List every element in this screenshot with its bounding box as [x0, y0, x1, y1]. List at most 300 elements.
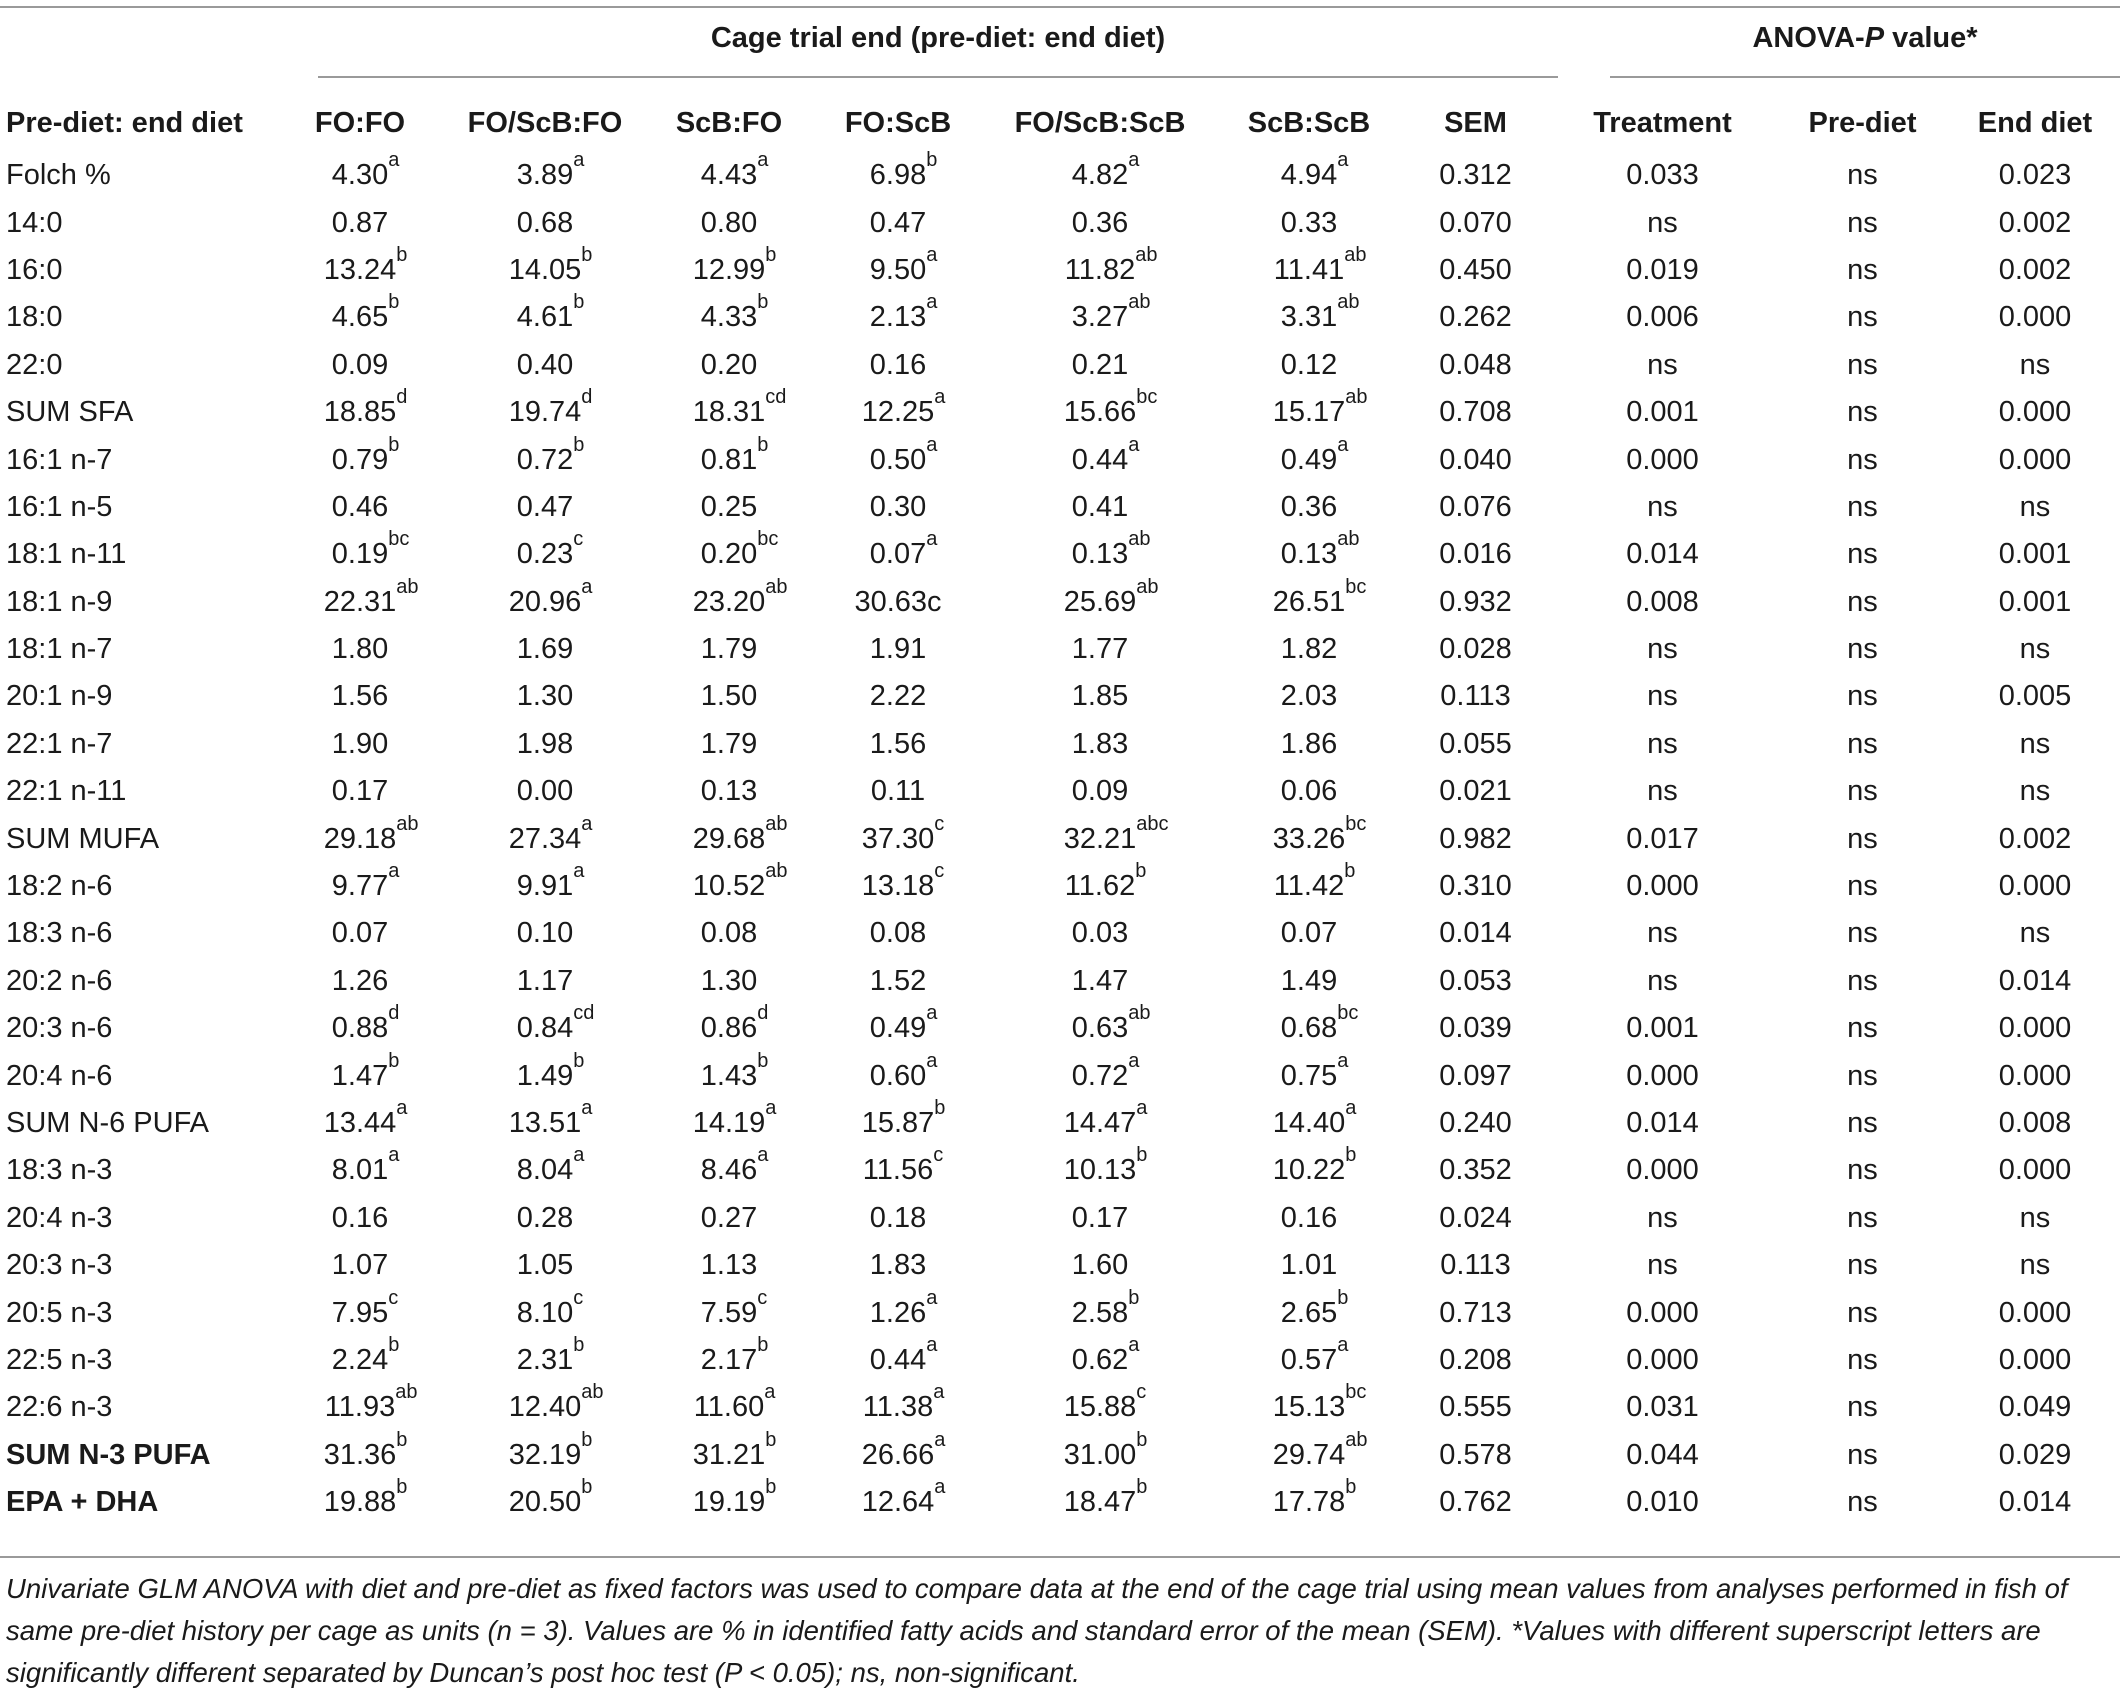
row-label: 16:1 n-7	[6, 443, 113, 476]
cell-value: 2.65	[1280, 1296, 1338, 1329]
cell-value: 2.17	[700, 1343, 758, 1376]
table-cell	[1217, 626, 1401, 673]
row-label: 22:1 n-11	[6, 775, 127, 808]
cell-value: 26.51	[1272, 585, 1346, 618]
significance-superscript: ab	[396, 812, 419, 835]
table-cell	[813, 1002, 983, 1052]
cell-value: 11.41	[1273, 253, 1345, 286]
table-cell	[1950, 1147, 2120, 1194]
significance-superscript: ab	[1345, 1428, 1368, 1451]
table-cell	[1550, 1147, 1775, 1194]
significance-superscript: ab	[765, 860, 788, 883]
cell-value: 0.010	[1626, 1486, 1699, 1519]
table-cell	[1950, 294, 2120, 341]
significance-superscript: b	[573, 1333, 585, 1356]
row-label: 18:0	[6, 301, 63, 334]
cell-value: 11.82	[1064, 253, 1136, 286]
table-cell	[645, 1144, 813, 1194]
significance-superscript: bc	[1345, 575, 1367, 598]
cell-value: 1.77	[1071, 633, 1129, 666]
table-cell	[1950, 247, 2120, 294]
cell-value: 0.208	[1439, 1343, 1512, 1376]
table-cell	[983, 199, 1217, 246]
table-cell	[645, 291, 813, 341]
row-label: 18:3 n-6	[6, 917, 113, 950]
significance-superscript: a	[926, 1333, 938, 1356]
table-row	[0, 436, 2120, 483]
table-cell	[445, 768, 645, 815]
significance-superscript: b	[1344, 860, 1356, 883]
table-cell	[1950, 1289, 2120, 1336]
cell-value: 29.18	[323, 822, 397, 855]
cell-value: 0.982	[1439, 822, 1512, 855]
cell-value: 2.58	[1071, 1296, 1129, 1329]
table-cell	[445, 433, 645, 483]
cell-value: 0.07	[331, 917, 389, 950]
table-cell	[1401, 152, 1550, 199]
table-cell	[1401, 863, 1550, 910]
table-cell	[1775, 389, 1950, 436]
cell-value: ns	[1847, 1107, 1878, 1139]
table-cell	[445, 812, 645, 862]
cell-value: 14.05	[508, 253, 582, 286]
cell-value: 0.08	[869, 917, 927, 950]
cell-value: 11.93	[324, 1391, 396, 1424]
cell-value: 1.56	[869, 727, 927, 760]
cell-value: 0.09	[1071, 775, 1129, 808]
table-cell	[1775, 1052, 1950, 1099]
column-header: FO/ScB:ScB	[1014, 106, 1186, 139]
significance-superscript: ab	[395, 1381, 418, 1404]
cell-value: ns	[1847, 396, 1878, 429]
table-cell	[1550, 1337, 1775, 1384]
table-cell	[275, 1195, 445, 1242]
table-row	[0, 768, 2120, 815]
row-label: EPA + DHA	[6, 1486, 159, 1519]
significance-superscript: b	[1337, 1286, 1349, 1309]
cell-value: 0.312	[1439, 159, 1512, 192]
column-header: End diet	[1977, 106, 2093, 139]
significance-superscript: d	[581, 386, 593, 409]
cell-value: 11.62	[1064, 870, 1136, 903]
table-cell	[813, 812, 983, 862]
significance-superscript: a	[388, 860, 400, 883]
cell-value: ns	[1647, 917, 1678, 950]
cell-value: 1.17	[516, 964, 574, 997]
cell-value: 1.52	[869, 964, 927, 997]
table-cell	[813, 1242, 983, 1289]
table-cell	[645, 433, 813, 483]
significance-superscript: b	[926, 149, 938, 172]
cell-value: 11.42	[1273, 870, 1345, 903]
cell-value: 0.13	[1280, 538, 1338, 571]
table-cell	[645, 199, 813, 246]
table-cell	[445, 528, 645, 578]
table-cell	[1401, 1242, 1550, 1289]
table-cell	[1550, 1052, 1775, 1099]
table-cell	[445, 243, 645, 294]
table-cell	[1217, 199, 1401, 246]
table-cell	[1401, 199, 1550, 246]
table-cell	[1950, 152, 2120, 199]
table-cell	[983, 528, 1217, 578]
table-cell	[813, 910, 983, 957]
cell-value: 0.932	[1439, 585, 1512, 618]
cell-value: 0.44	[869, 1343, 927, 1376]
significance-superscript: ab	[396, 575, 419, 598]
table-cell	[813, 1381, 983, 1431]
cell-value: 25.69	[1063, 585, 1137, 618]
significance-superscript: ab	[1337, 528, 1360, 551]
cell-value: ns	[1847, 253, 1878, 286]
table-cell	[1950, 389, 2120, 436]
cell-value: 0.000	[1998, 1059, 2072, 1092]
significance-superscript: ab	[765, 575, 788, 598]
table-cell	[1775, 1100, 1950, 1147]
table-cell	[1950, 1432, 2120, 1479]
table-cell	[1950, 1195, 2120, 1242]
cell-value: 1.47	[331, 1059, 389, 1092]
cell-value: ns	[1847, 1059, 1878, 1092]
table-cell	[645, 910, 813, 957]
table-row	[0, 294, 2120, 341]
significance-superscript: b	[581, 243, 593, 266]
significance-superscript: a	[1128, 433, 1140, 456]
table-cell	[445, 1049, 645, 1099]
table-cell	[1217, 673, 1401, 720]
significance-superscript: a	[1128, 1049, 1140, 1072]
table-cell	[1950, 1337, 2120, 1384]
table-cell	[275, 626, 445, 673]
table-cell	[1550, 863, 1775, 910]
cell-value: 13.24	[323, 253, 397, 286]
significance-superscript: a	[934, 1476, 946, 1499]
table-cell	[1550, 579, 1775, 626]
significance-superscript: a	[1136, 1097, 1148, 1119]
table-cell	[275, 1333, 445, 1384]
table-cell	[983, 291, 1217, 341]
cell-value: ns	[1847, 1296, 1878, 1329]
cell-value: ns	[1647, 490, 1678, 523]
cell-value: 1.56	[331, 680, 389, 713]
table-cell	[1550, 768, 1775, 815]
table-cell	[1401, 247, 1550, 294]
cell-value: 0.03	[1071, 917, 1129, 950]
table-cell	[1775, 673, 1950, 720]
cell-value: 0.000	[1626, 1059, 1699, 1092]
row-label: 16:1 n-5	[6, 490, 113, 523]
significance-superscript: a	[764, 1381, 776, 1404]
cell-value: ns	[1847, 964, 1878, 997]
cell-value: 1.82	[1280, 633, 1338, 666]
significance-superscript: ab	[1128, 528, 1151, 551]
significance-superscript: b	[1136, 1476, 1148, 1499]
table-cell	[1217, 291, 1401, 341]
cell-value: 0.014	[1439, 917, 1512, 950]
table-cell	[275, 1242, 445, 1289]
significance-superscript: b	[1345, 1144, 1357, 1167]
cell-value: 19.74	[508, 396, 582, 429]
cell-value: 0.000	[1998, 1343, 2072, 1376]
table-cell	[275, 910, 445, 957]
cell-value: 1.85	[1071, 680, 1129, 713]
table-cell	[813, 1049, 983, 1099]
table-cell	[1550, 436, 1775, 483]
cell-value: 12.25	[861, 396, 935, 429]
table-cell	[1950, 1100, 2120, 1147]
significance-superscript: b	[581, 1428, 593, 1451]
table-row	[0, 1005, 2120, 1052]
cell-value: 14.40	[1272, 1107, 1346, 1139]
significance-superscript: bc	[1136, 386, 1158, 409]
cell-value: ns	[2019, 1201, 2051, 1234]
row-label: 20:5 n-3	[6, 1296, 113, 1329]
cell-value: ns	[2019, 727, 2051, 760]
table-cell	[1550, 1005, 1775, 1052]
cell-value: 26.66	[861, 1438, 935, 1471]
significance-superscript: bc	[1345, 812, 1367, 835]
table-cell	[1217, 1144, 1401, 1194]
row-label: 18:3 n-3	[6, 1154, 113, 1187]
significance-superscript: c	[388, 1286, 399, 1309]
significance-superscript: a	[573, 860, 585, 883]
table-cell	[813, 342, 983, 389]
cell-value: 20.96	[508, 585, 582, 618]
top-rule	[0, 6, 2120, 8]
table-cell	[983, 433, 1217, 483]
cell-value: 0.002	[1998, 206, 2072, 239]
cell-value: 3.27	[1071, 301, 1129, 334]
cell-value: 20.50	[508, 1486, 582, 1519]
table-cell	[645, 342, 813, 389]
cell-value: ns	[2019, 1249, 2051, 1282]
table-cell	[445, 1097, 645, 1147]
significance-superscript: ab	[1136, 575, 1159, 598]
group-underline-cage-trial	[318, 76, 1558, 78]
significance-superscript: b	[765, 1476, 777, 1499]
cell-value: 1.50	[700, 680, 758, 713]
cell-value: 0.006	[1626, 301, 1699, 334]
table-cell	[645, 1428, 813, 1479]
cell-value: 0.16	[869, 348, 927, 381]
table-cell	[1950, 768, 2120, 815]
cell-value: 31.21	[692, 1438, 766, 1471]
significance-superscript: a	[934, 1428, 946, 1451]
row-label: 22:0	[6, 348, 63, 381]
table-cell	[1401, 815, 1550, 862]
table-cell	[983, 1381, 1217, 1431]
table-cell	[645, 575, 813, 626]
significance-superscript: ab	[1344, 243, 1367, 266]
cell-value: 0.708	[1439, 396, 1512, 429]
cell-value: 0.00	[516, 775, 574, 808]
cell-value: 0.13	[700, 775, 758, 808]
cell-value: ns	[1847, 206, 1878, 239]
table-cell	[645, 1286, 813, 1336]
cell-value: 0.23	[516, 538, 574, 571]
table-cell	[1217, 812, 1401, 862]
significance-superscript: c	[1136, 1381, 1147, 1404]
cell-value: 0.25	[700, 490, 758, 523]
table-cell	[445, 149, 645, 199]
significance-superscript: ab	[1135, 243, 1158, 266]
significance-superscript: a	[926, 1049, 938, 1072]
cell-value: 7.95	[331, 1296, 389, 1329]
table-cell	[645, 149, 813, 199]
table-cell	[1217, 1476, 1401, 1526]
cell-value: 0.000	[1626, 1296, 1699, 1329]
cell-value: 0.000	[1626, 1154, 1699, 1187]
cell-value: 0.41	[1071, 490, 1129, 523]
significance-superscript: d	[388, 1002, 400, 1025]
cell-value: ns	[1847, 348, 1878, 381]
table-row	[0, 1242, 2120, 1289]
cell-value: 4.82	[1071, 159, 1129, 192]
column-header: Pre-diet	[1808, 106, 1917, 139]
column-header: FO:FO	[314, 106, 406, 139]
table-cell	[1550, 1289, 1775, 1336]
cell-value: 0.16	[1280, 1201, 1338, 1234]
table-cell	[1550, 1195, 1775, 1242]
cell-value: 0.62	[1071, 1343, 1129, 1376]
cell-value: 0.36	[1071, 206, 1129, 239]
table-cell	[1950, 1384, 2120, 1431]
cell-value: 0.46	[331, 490, 389, 523]
table-cell	[1775, 1195, 1950, 1242]
cell-value: 0.024	[1439, 1201, 1512, 1234]
cell-value: 15.66	[1063, 396, 1137, 429]
cell-value: 0.762	[1439, 1486, 1512, 1519]
significance-superscript: a	[1128, 149, 1140, 172]
table-cell	[1775, 152, 1950, 199]
significance-superscript: ab	[1345, 386, 1368, 409]
significance-superscript: a	[581, 575, 593, 598]
cell-value: 0.000	[1998, 870, 2072, 903]
cell-value: 0.87	[331, 206, 389, 239]
cell-value: 32.21	[1063, 822, 1137, 855]
cell-value: 0.001	[1998, 538, 2072, 571]
cell-value: 0.57	[1280, 1343, 1338, 1376]
cell-value: ns	[1647, 1249, 1678, 1282]
table-cell	[1217, 1428, 1401, 1479]
significance-superscript: a	[926, 1286, 938, 1309]
cell-value: 0.014	[1998, 1486, 2072, 1519]
cell-value: 0.555	[1439, 1391, 1512, 1424]
cell-value: 0.000	[1626, 870, 1699, 903]
table-cell	[813, 579, 983, 626]
cell-value: ns	[1647, 1201, 1678, 1234]
table-cell	[1217, 484, 1401, 531]
table-cell	[983, 1242, 1217, 1289]
cell-value: 4.65	[331, 301, 389, 334]
cell-value: ns	[1847, 870, 1878, 903]
cell-value: 0.21	[1071, 348, 1129, 381]
table-cell	[1950, 815, 2120, 862]
group-underline-anova	[1610, 76, 2120, 78]
cell-value: ns	[1847, 727, 1878, 760]
cell-value: 0.06	[1280, 775, 1338, 808]
table-cell	[1401, 1100, 1550, 1147]
significance-superscript: a	[573, 149, 585, 172]
cell-value: 0.049	[1998, 1391, 2072, 1424]
table-cell	[1550, 1100, 1775, 1147]
cell-value: 19.19	[692, 1486, 766, 1519]
table-cell	[445, 673, 645, 720]
cell-value: 31.00	[1063, 1438, 1137, 1471]
cell-value: 1.30	[700, 964, 758, 997]
table-cell	[1401, 1052, 1550, 1099]
table-cell	[645, 860, 813, 910]
table-cell	[445, 1002, 645, 1052]
table-cell	[1950, 484, 2120, 531]
cell-value: 3.89	[516, 159, 574, 192]
cell-value: 18.47	[1063, 1486, 1137, 1519]
significance-superscript: a	[388, 149, 400, 172]
cell-value: 2.31	[516, 1343, 574, 1376]
cell-value: ns	[1847, 1391, 1878, 1424]
table-cell	[983, 1097, 1217, 1147]
significance-superscript: c	[934, 812, 945, 835]
row-label: 20:2 n-6	[6, 964, 113, 997]
table-cell	[445, 1195, 645, 1242]
cell-value: ns	[2019, 348, 2051, 381]
cell-value: 0.13	[1071, 538, 1129, 571]
cell-value: 10.52	[692, 870, 766, 903]
table-cell	[275, 812, 445, 862]
significance-superscript: bc	[757, 528, 779, 551]
table-cell	[1775, 863, 1950, 910]
cell-value: 31.36	[323, 1438, 397, 1471]
table-cell	[1550, 1384, 1775, 1431]
cell-value: ns	[1847, 1438, 1878, 1471]
table-cell	[1401, 958, 1550, 1005]
column-header: Treatment	[1593, 106, 1732, 139]
anova-label-p: P	[1864, 22, 1885, 54]
significance-superscript: cd	[573, 1002, 595, 1025]
significance-superscript: b	[1136, 1144, 1148, 1167]
cell-value: 0.023	[1998, 159, 2072, 192]
cell-value: ns	[1847, 822, 1878, 855]
significance-superscript: b	[396, 243, 408, 266]
table-cell	[1401, 673, 1550, 720]
table-cell	[1401, 294, 1550, 341]
table-cell	[445, 860, 645, 910]
significance-superscript: ab	[1128, 1002, 1151, 1025]
significance-superscript: bc	[1345, 1381, 1367, 1404]
cell-value: ns	[1847, 490, 1878, 523]
cell-value: 0.20	[700, 348, 758, 381]
row-label: SUM MUFA	[6, 822, 160, 855]
table-cell	[645, 1333, 813, 1384]
table-cell	[1550, 626, 1775, 673]
row-label: 22:1 n-7	[6, 727, 113, 760]
cell-value: ns	[1847, 680, 1878, 713]
cell-value: 0.240	[1439, 1107, 1512, 1139]
table-cell	[813, 626, 983, 673]
cell-value: 27.34	[508, 822, 582, 855]
cell-value: ns	[1847, 1012, 1878, 1045]
table-cell	[983, 342, 1217, 389]
cell-value: 0.021	[1439, 775, 1512, 808]
cell-value: 0.310	[1439, 870, 1512, 903]
cell-value: ns	[1847, 1249, 1878, 1282]
table-cell	[1775, 721, 1950, 768]
significance-superscript: b	[1128, 1286, 1140, 1309]
table-cell	[1775, 342, 1950, 389]
table-cell	[645, 626, 813, 673]
table-cell	[645, 721, 813, 768]
cell-value: 0.86	[700, 1012, 758, 1045]
